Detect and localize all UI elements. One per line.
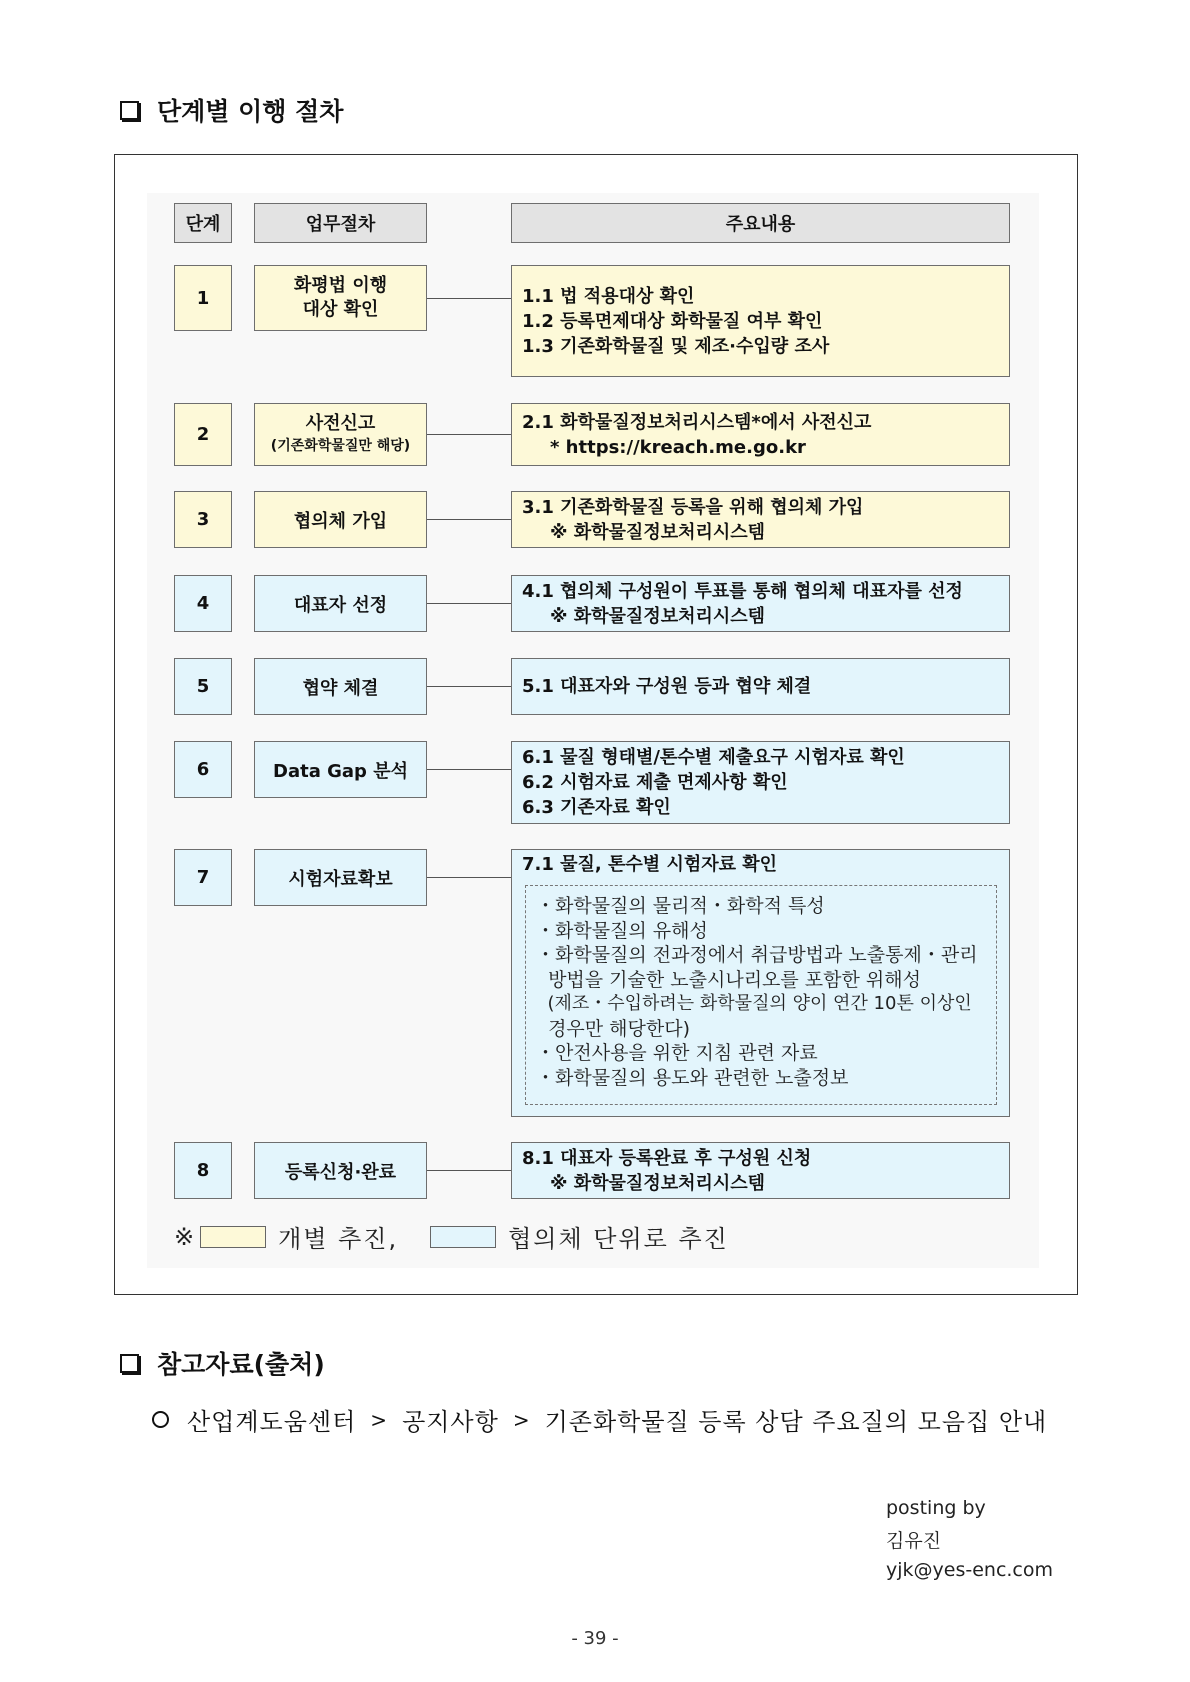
procedure-box-1: 화평법 이행 대상 확인 <box>254 265 427 331</box>
breadcrumb-item: 기존화학물질 등록 상담 주요질의 모음집 안내 <box>544 1408 1048 1436</box>
step-number-6: 6 <box>174 741 232 798</box>
posting-label: posting by <box>886 1497 986 1519</box>
header-step: 단계 <box>174 203 232 243</box>
sublist-item: ・화학물질의 물리적・화학적 특성 <box>536 895 825 917</box>
procedure-box-6: Data Gap 분석 <box>254 741 427 798</box>
checkbox-square-icon <box>120 1354 139 1373</box>
legend-mark: ※ <box>174 1222 197 1251</box>
connector-line-8 <box>427 1170 511 1171</box>
content-box-7: 7.1 물질, 톤수별 시험자료 확인 <box>511 849 1010 1117</box>
breadcrumb-item: 공지사항 <box>402 1408 499 1436</box>
section-title-text: 참고자료(출처) <box>157 1350 325 1379</box>
connector-line-5 <box>427 686 511 687</box>
procedure-box-2: 사전신고 (기존화학물질만 해당) <box>254 403 427 466</box>
step-number-1: 1 <box>174 265 232 331</box>
connector-line-2 <box>427 434 511 435</box>
sublist-item: 경우만 해당한다) <box>536 1017 691 1040</box>
step-number-7: 7 <box>174 849 232 906</box>
sublist-item: ・안전사용을 위한 지침 관련 자료 <box>536 1042 818 1064</box>
posting-author: 김유진 <box>886 1530 942 1552</box>
content-box-5: 5.1 대표자와 구성원 등과 협약 체결 <box>511 658 1010 715</box>
header-procedure: 업무절차 <box>254 203 427 243</box>
procedure-box-4: 대표자 선정 <box>254 575 427 632</box>
header-content: 주요내용 <box>511 203 1010 243</box>
sublist-item: ・화학물질의 유해성 <box>536 919 708 942</box>
section-title-procedure <box>120 92 343 128</box>
section-title-text: 단계별 이행 절차 <box>157 97 344 126</box>
legend-label-individual: 개별 추진, <box>278 1225 399 1253</box>
breadcrumb-separator: > <box>370 1407 389 1432</box>
posting-email[interactable]: yjk@yes-enc.com <box>886 1559 1054 1581</box>
page-number: - 39 - <box>571 1628 619 1649</box>
circle-bullet-icon <box>152 1411 169 1428</box>
procedure-table <box>147 193 1039 1268</box>
breadcrumb-item: 산업계도움센터 <box>187 1408 357 1436</box>
legend-label-consortium: 협의체 단위로 추진 <box>508 1225 729 1253</box>
procedure-figure-frame <box>114 154 1078 1295</box>
step-number-8: 8 <box>174 1142 232 1199</box>
legend-swatch-consortium <box>430 1226 496 1248</box>
content-box-1: 1.1 법 적용대상 확인 1.2 등록면제대상 화학물질 여부 확인 1.3 기존화학물질 및 제조·수입량 조사 <box>511 265 1010 377</box>
step-number-3: 3 <box>174 491 232 548</box>
procedure-box-8: 등록신청·완료 <box>254 1142 427 1199</box>
breadcrumb-separator: > <box>512 1407 531 1432</box>
procedure-box-7: 시험자료확보 <box>254 849 427 906</box>
connector-line-7 <box>427 877 511 878</box>
sublist-item: (제조・수입하려는 화학물질의 양이 연간 10톤 이상인 <box>536 993 972 1014</box>
content-box-6: 6.1 물질 형태별/톤수별 제출요구 시험자료 확인 6.2 시험자료 제출 면제사항 확인 6.3 기존자료 확인 <box>511 741 1010 824</box>
test-data-sublist <box>525 885 997 1105</box>
step-number-4: 4 <box>174 575 232 632</box>
connector-line-6 <box>427 769 511 770</box>
legend-swatch-individual <box>200 1226 266 1248</box>
connector-line-4 <box>427 603 511 604</box>
reference-path <box>152 1402 1047 1437</box>
content-box-2: 2.1 화학물질정보처리시스템*에서 사전신고 * https://kreach.me.go.kr <box>511 403 1010 466</box>
content-box-3: 3.1 기존화학물질 등록을 위해 협의체 가입 ※ 화학물질정보처리시스템 <box>511 491 1010 548</box>
content-box-4: 4.1 협의체 구성원이 투표를 통해 협의체 대표자를 선정 ※ 화학물질정보처리시스템 <box>511 575 1010 632</box>
procedure-box-3: 협의체 가입 <box>254 491 427 548</box>
section-title-references <box>120 1345 325 1381</box>
content-box-8: 8.1 대표자 등록완료 후 구성원 신청 ※ 화학물질정보처리시스템 <box>511 1142 1010 1199</box>
procedure-box-5: 협약 체결 <box>254 658 427 715</box>
step-number-5: 5 <box>174 658 232 715</box>
step-number-2: 2 <box>174 403 232 466</box>
sublist-item: ・화학물질의 용도와 관련한 노출정보 <box>536 1066 849 1089</box>
color-legend <box>174 1219 729 1254</box>
sublist-item: ・화학물질의 전과정에서 취급방법과 노출통제・관리 <box>536 944 978 966</box>
checkbox-square-icon <box>120 101 139 120</box>
sublist-item: 방법을 기술한 노출시나리오를 포함한 위해성 <box>536 968 921 991</box>
connector-line-3 <box>427 519 511 520</box>
connector-line-1 <box>427 298 511 299</box>
